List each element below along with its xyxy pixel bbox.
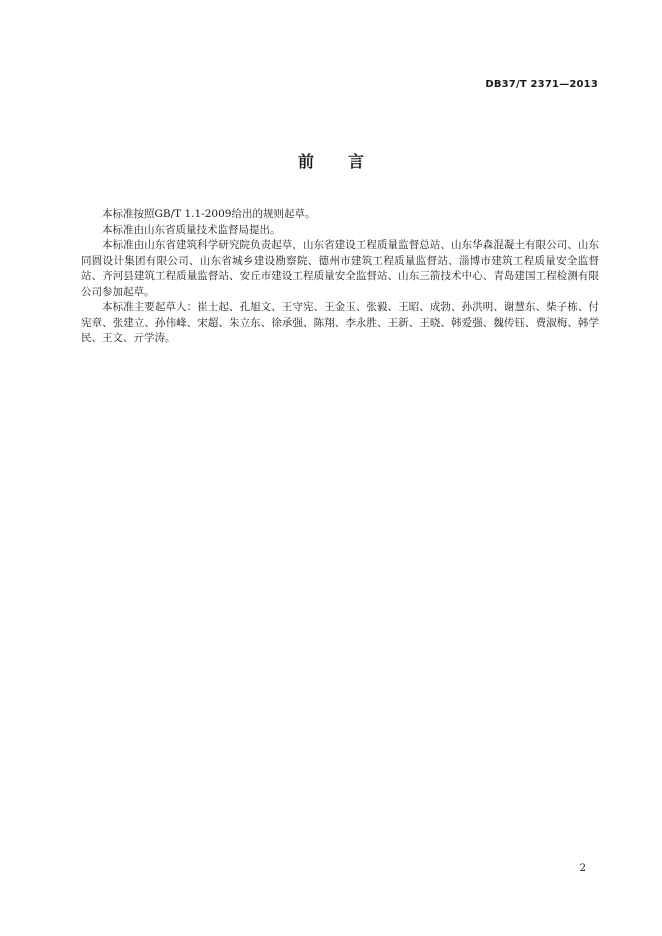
paragraph-drafters: 本标准主要起草人：崔士起、孔旭文、王守宪、王金玉、张毅、王昭、成勃、孙洪明、谢慧东、柴子栋、付宪章、张建立、孙伟峰、宋超、朱立东、徐承强、陈翔、李永胜、王新、王晓、韩爱强、魏传钰、费淑梅、韩学民、王文、亓学涛。: [81, 301, 599, 344]
body-text: [81, 207, 599, 347]
page-title: 前言: [297, 152, 398, 171]
document-code: DB37/T 2371—2013: [485, 79, 598, 90]
paragraph-drafting-rules: 本标准按照GB/T 1.1-2009给出的规则起草。: [102, 208, 316, 220]
paragraph-proposer: 本标准由山东省质量技术监督局提出。: [102, 223, 281, 236]
page-number: 2: [579, 863, 586, 874]
paragraph-drafting-units: 本标准由山东省建筑科学研究院负责起草，山东省建设工程质量监督总站、山东华森混凝土有限公司、山东同圆设计集团有限公司、山东省城乡建设勘察院、德州市建筑工程质量监督站、淄博市建筑工程质量安全监督站、齐河县建筑工程质量监督站、安丘市建设工程质量安全监督站、山东三箭技术中心、青岛建国工程检测有限公司参加起草。: [81, 239, 599, 298]
